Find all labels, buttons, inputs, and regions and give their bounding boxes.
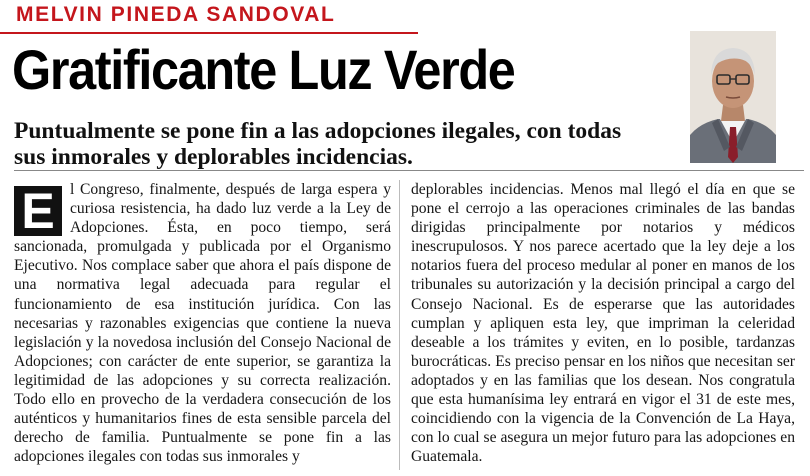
- author-portrait: [690, 31, 776, 163]
- body-text-left: l Congreso, finalmente, después de larga espera y curiosa resistencia, ha dado luz verde a la Ley de Adopciones. Ésta, en poco tiempo, será sancionada, promulgada y publicada por el Organismo Ejecutivo. Nos complace saber que ahora el país dispone de una normativa legal adecuada para regular el funcionamiento de esa institución jurídica. Con las necesarias y razonables exigencias que contiene la nueva legislación y la novedosa inclusión del Consejo Nacional de Adopciones; con carácter de ente superior, se garantiza la legitimidad de las adopciones y su correcta realización. Todo ello en provecho de la verdadera consecución de los auténticos y humanitarios fines de esta sensible parcela del derecho de familia. Puntualmente se pone fin a las adopciones ilegales con todas sus inmorales y: [14, 181, 391, 466]
- author-rule: [0, 32, 418, 34]
- column-divider: [399, 180, 400, 470]
- body-column-right: [411, 180, 795, 466]
- headline: Gratificante Luz Verde: [12, 38, 515, 101]
- subheadline: Puntualmente se pone fin a las adopciones ilegales, con todas sus inmorales y deplorables incidencias.: [14, 118, 622, 170]
- body-column-left: [14, 180, 391, 466]
- author-name: MELVIN PINEDA SANDOVAL: [16, 3, 336, 26]
- body-text-right: deplorables incidencias. Menos mal llegó el día en que se pone el cerrojo a las operaciones criminales de las bandas dirigidas principalmente por notarios y médicos inescrupulosos. Y nos parece acertado que la ley deje a los notarios fuera del proceso medular al poner en manos de los tribunales su autorización y la decisión principal a cargo del Consejo Nacional. Es de esperarse que las autoridades cumplan y apliquen esta ley, que impriman la celeridad deseable a los trámites y eviten, en lo posible, tardanzas burocráticas. Es preciso pensar en los niños que necesitan ser adoptados y en las familias que los desean. Nos congratula que esta humanísima ley entrará en vigor el 31 de este mes, coincidiendo con la vigencia de la Convención de La Haya, con lo cual se asegura un mejor futuro para las adopciones en Guatemala.: [411, 181, 795, 466]
- section-divider: [14, 170, 804, 171]
- drop-cap: E: [14, 186, 62, 236]
